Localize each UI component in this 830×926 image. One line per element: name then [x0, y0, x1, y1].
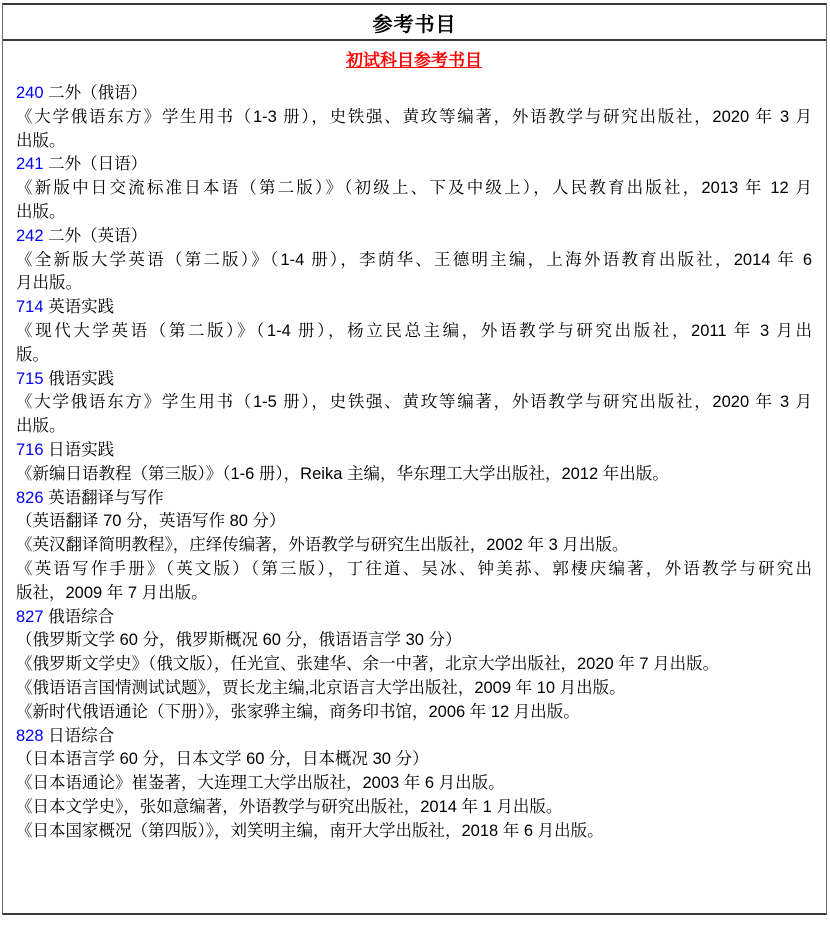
- course-code: 241: [16, 155, 44, 174]
- course-code: 828: [16, 726, 44, 745]
- bib-line: 《新编日语教程（第三版）》（1-6 册），Reika 主编，华东理工大学出版社，2012 年出版。: [16, 464, 669, 483]
- bib-line: （俄罗斯文学 60 分，俄罗斯概况 60 分，俄语语言学 30 分）: [16, 631, 462, 650]
- bib-line: 《新版中日交流标准日本语（第二版）》（初级上、下及中级上），人民教育出版社，2013 年 12 月: [16, 179, 812, 198]
- bib-line: 《日本文学史》，张如意编著，外语教学与研究出版社，2014 年 1 月出版。: [16, 797, 563, 816]
- course-code: 714: [16, 298, 44, 317]
- course-heading: 242 二外（英语）: [16, 226, 148, 245]
- course-code: 242: [16, 226, 44, 245]
- course-heading: 716 日语实践: [16, 440, 115, 459]
- bib-line: 月出版。: [16, 274, 82, 293]
- course-heading: 826 英语翻译与写作: [16, 488, 164, 507]
- page-title: 参考书目: [372, 13, 457, 36]
- bibliography: [16, 82, 812, 844]
- bib-line: 《英语写作手册》（英文版）（第三版），丁往道、吴冰、钟美荪、郭棲庆编著，外语教学与研究出: [16, 559, 812, 578]
- course-code: 827: [16, 607, 44, 626]
- bib-line: 出版。: [16, 202, 66, 221]
- bib-line: 版。: [16, 345, 49, 364]
- bib-line: 《全新版大学英语（第二版）》（1-4 册），李荫华、王德明主编，上海外语教育出版社，2014 年 6: [16, 250, 812, 269]
- course-heading: 240 二外（俄语）: [16, 84, 148, 102]
- bib-line: 出版。: [16, 131, 66, 150]
- title-box: [3, 5, 826, 41]
- bib-line: 《日本国家概况（第四版）》，刘笑明主编，南开大学出版社，2018 年 6 月出版。: [16, 821, 604, 840]
- bib-line: 《英汉翻译简明教程》，庄绎传编著，外语教学与研究生出版社，2002 年 3 月出版。: [16, 536, 629, 555]
- bib-line: 出版。: [16, 417, 66, 436]
- document-page: [2, 3, 827, 915]
- bib-line: 《大学俄语东方》学生用书（1-5 册），史铁强、黄玫等编著，外语教学与研究出版社，2020 年 3 月: [16, 393, 812, 412]
- bib-line: 《日本语通论》崔崟著，大连理工大学出版社，2003 年 6 月出版。: [16, 774, 505, 793]
- bib-line: 《现代大学英语（第二版）》（1-4 册），杨立民总主编，外语教学与研究出版社，2011 年 3 月出: [16, 321, 812, 340]
- bib-line: （英语翻译 70 分，英语写作 80 分）: [16, 512, 286, 531]
- bib-line: 《大学俄语东方》学生用书（1-3 册），史铁强、黄玫等编著，外语教学与研究出版社，2020 年 3 月: [16, 107, 812, 126]
- course-code: 716: [16, 440, 44, 459]
- bib-line: 版社，2009 年 7 月出版。: [16, 583, 208, 602]
- bib-line: 《新时代俄语通论（下册）》，张家骅主编，商务印书馆，2006 年 12 月出版。: [16, 702, 580, 721]
- course-heading: 714 英语实践: [16, 298, 115, 317]
- course-heading: 827 俄语综合: [16, 607, 115, 626]
- course-code: 715: [16, 369, 44, 388]
- course-heading: 828 日语综合: [16, 726, 115, 745]
- course-heading: 715 俄语实践: [16, 369, 115, 388]
- document-body: [3, 41, 826, 844]
- course-code: 826: [16, 488, 44, 507]
- course-heading: 241 二外（日语）: [16, 155, 148, 174]
- bib-line: 《俄语语言国情测试试题》，贾长龙主编,北京语言大学出版社，2009 年 10 月出版。: [16, 678, 626, 697]
- bib-line: 《俄罗斯文学史》（俄文版），任光宣、张建华、余一中著，北京大学出版社，2020 年 7 月出版。: [16, 655, 720, 674]
- course-code: 240: [16, 84, 44, 102]
- section-heading: 初试科目参考书目: [346, 51, 482, 70]
- bib-line: （日本语言学 60 分，日本文学 60 分，日本概况 30 分）: [16, 750, 429, 769]
